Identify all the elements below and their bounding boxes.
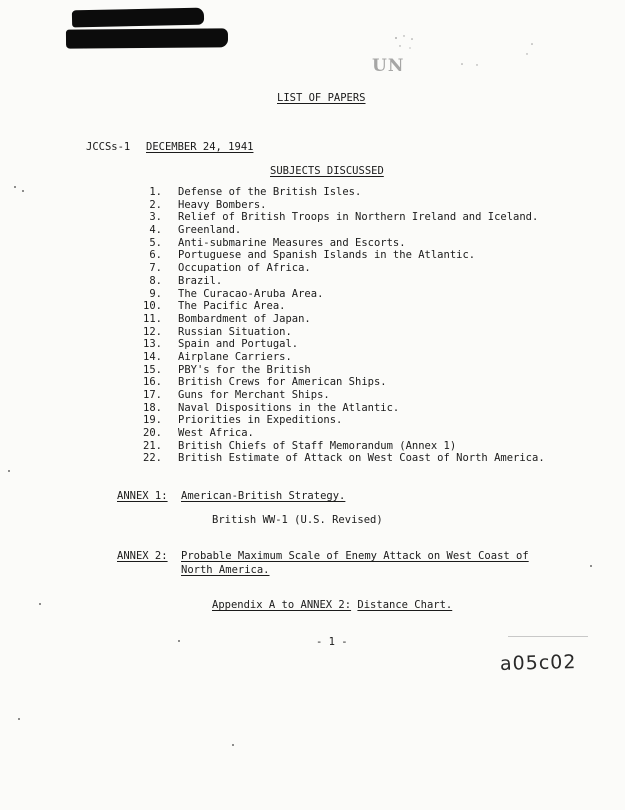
item-number: 16.	[143, 376, 162, 389]
item-number: 8.	[149, 274, 162, 287]
item-number: 9.	[149, 287, 162, 300]
annex-2-label: ANNEX 2:	[117, 550, 168, 562]
scan-speck	[39, 603, 41, 605]
item-number: 12.	[143, 325, 162, 338]
item-text: Relief of British Troops in Northern Ireland and Iceland.	[178, 211, 539, 224]
annex-2-title-line-2: North America.	[181, 564, 270, 576]
faded-stamp-marks	[392, 30, 542, 78]
item-text: The Curacao-Aruba Area.	[178, 287, 324, 300]
item-number: 7.	[149, 262, 162, 275]
scan-speck	[8, 470, 10, 472]
item-text: West Africa.	[178, 427, 254, 440]
item-text: British Crews for American Ships.	[178, 376, 387, 389]
item-number: 17.	[143, 389, 162, 401]
item-number: 15.	[143, 363, 162, 376]
item-number: 4.	[149, 224, 162, 237]
item-text: Spain and Portugal.	[178, 338, 299, 351]
item-number: 13.	[143, 338, 162, 351]
item-text: Bombardment of Japan.	[178, 312, 311, 325]
item-text: Brazil.	[178, 274, 223, 287]
faded-stamp: UN	[372, 56, 405, 76]
item-number: 1.	[149, 186, 162, 198]
scan-speck	[22, 190, 24, 192]
item-text: Greenland.	[178, 224, 242, 237]
item-number: 19.	[143, 414, 162, 427]
subjects-heading: SUBJECTS DISCUSSED	[270, 165, 384, 177]
appendix-title: Distance Chart.	[357, 599, 453, 611]
annex-1-label: ANNEX 1:	[117, 490, 168, 502]
item-text: Anti-submarine Measures and Escorts.	[178, 236, 406, 249]
appendix-label: Appendix A to ANNEX 2:	[212, 599, 352, 611]
item-number: 3.	[149, 211, 162, 224]
annex-1-subtitle: British WW-1 (U.S. Revised)	[212, 514, 383, 526]
annex-2-title-line-1: Probable Maximum Scale of Enemy Attack on West Coast of	[181, 550, 529, 562]
scan-speck	[18, 718, 20, 720]
item-text: Priorities in Expeditions.	[178, 414, 343, 427]
item-text: British Chiefs of Staff Memorandum (Annex 1)	[178, 439, 457, 452]
item-number: 14.	[143, 350, 162, 363]
scan-speck	[14, 186, 16, 188]
item-number: 2.	[149, 198, 162, 211]
item-text: Occupation of Africa.	[178, 262, 311, 275]
series-label: JCCSs-1	[86, 141, 131, 153]
item-text: The Pacific Area.	[178, 300, 286, 313]
item-text: Heavy Bombers.	[178, 198, 267, 211]
meeting-date: DECEMBER 24, 1941	[146, 141, 254, 153]
item-text: Portuguese and Spanish Islands in the Atlantic.	[178, 249, 476, 262]
item-text: Naval Dispositions in the Atlantic.	[178, 401, 400, 414]
item-number: 10.	[143, 300, 162, 313]
redaction-bar-bottom	[66, 28, 228, 48]
faint-rule	[508, 636, 588, 637]
item-number: 18.	[143, 401, 162, 414]
redaction-bar-top	[72, 8, 204, 28]
scan-speck	[590, 565, 592, 567]
item-text: PBY's for the British	[178, 363, 311, 376]
scan-speck	[232, 744, 234, 746]
item-text: Airplane Carriers.	[178, 350, 292, 363]
item-number: 11.	[143, 312, 162, 325]
appendix-line	[212, 599, 452, 611]
item-number: 20.	[143, 427, 162, 440]
page-number: - 1 -	[316, 636, 348, 648]
annex-1-title: American-British Strategy.	[181, 490, 346, 502]
item-text: British Estimate of Attack on West Coast of North America.	[178, 452, 545, 465]
item-text: Russian Situation.	[178, 325, 292, 338]
item-number: 22.	[143, 452, 162, 465]
item-text: Defense of the British Isles.	[178, 186, 362, 198]
item-number: 21.	[143, 439, 162, 452]
handwritten-note: a05c02	[499, 651, 577, 675]
item-text: Guns for Merchant Ships.	[178, 389, 330, 401]
page-title: LIST OF PAPERS	[277, 92, 366, 104]
item-number: 5.	[149, 236, 162, 249]
scan-speck	[178, 640, 180, 642]
item-number: 6.	[149, 249, 162, 262]
